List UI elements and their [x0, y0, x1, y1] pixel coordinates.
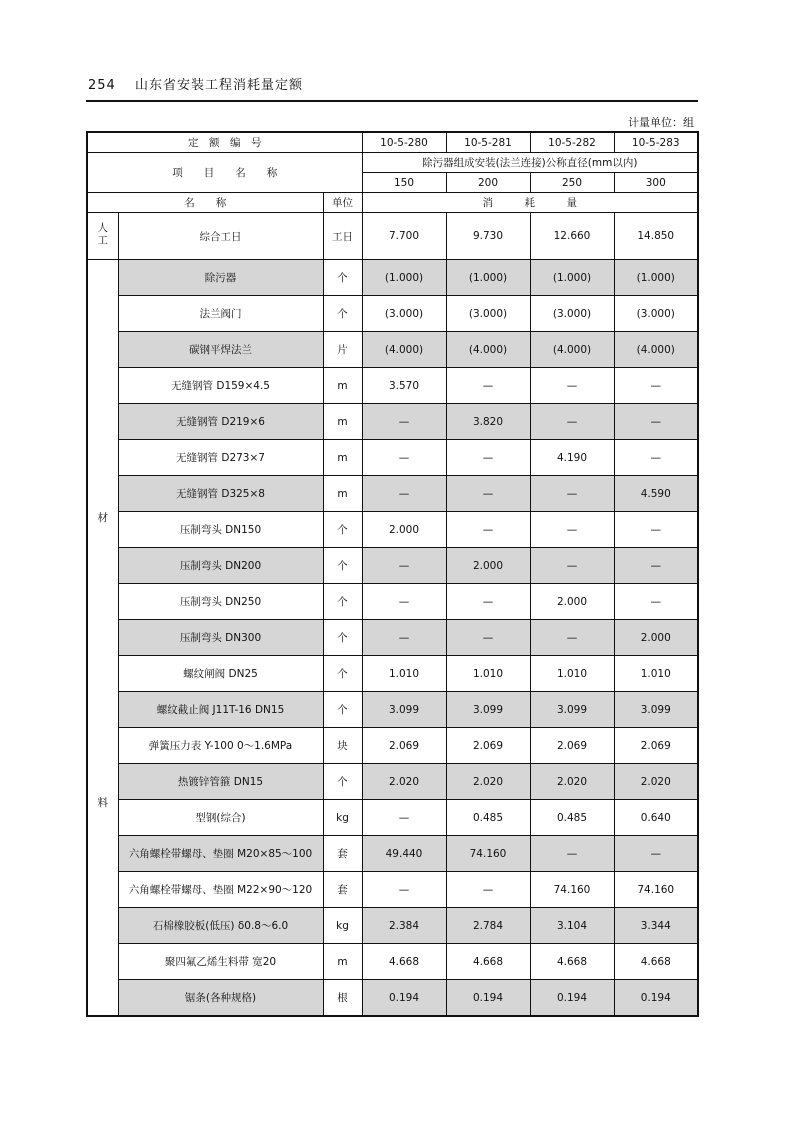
material-name: 压制弯头 DN200 [118, 548, 323, 584]
material-value: 2.784 [446, 908, 530, 944]
material-row [87, 944, 698, 980]
page-number: 254 [88, 78, 116, 93]
material-name: 压制弯头 DN250 [118, 584, 323, 620]
material-value: 2.000 [530, 584, 614, 620]
material-unit: 块 [323, 728, 362, 764]
material-value: 74.160 [446, 836, 530, 872]
material-name: 无缝钢管 D273×7 [118, 440, 323, 476]
material-value: 1.010 [362, 656, 446, 692]
material-value: — [362, 548, 446, 584]
material-name: 弹簧压力表 Y-100 0～1.6MPa [118, 728, 323, 764]
material-name: 石棉橡胶板(低压) δ0.8～6.0 [118, 908, 323, 944]
material-value: 0.640 [614, 800, 698, 836]
material-row [87, 584, 698, 620]
material-value: (3.000) [446, 296, 530, 332]
material-row [87, 476, 698, 512]
material-row [87, 980, 698, 1017]
material-value: — [530, 404, 614, 440]
material-value: 0.194 [446, 980, 530, 1017]
material-value: 2.020 [446, 764, 530, 800]
labor-row [87, 213, 698, 260]
labor-name: 综合工日 [118, 213, 323, 260]
material-value: 1.010 [614, 656, 698, 692]
page-header [88, 74, 303, 93]
diameter-cell: 250 [530, 173, 614, 193]
material-row [87, 260, 698, 296]
material-value: — [530, 476, 614, 512]
material-unit: 个 [323, 656, 362, 692]
material-row [87, 908, 698, 944]
material-value: 3.099 [362, 692, 446, 728]
code-cell: 10-5-283 [614, 132, 698, 153]
material-name: 聚四氟乙烯生料带 宽20 [118, 944, 323, 980]
material-value: — [614, 584, 698, 620]
material-value: (4.000) [446, 332, 530, 368]
code-cell: 10-5-280 [362, 132, 446, 153]
material-unit: 个 [323, 584, 362, 620]
material-unit: 个 [323, 296, 362, 332]
material-unit: 个 [323, 764, 362, 800]
material-name: 热镀锌管箍 DN15 [118, 764, 323, 800]
material-value: (4.000) [530, 332, 614, 368]
consumption-column-header: 消 耗 量 [362, 193, 698, 213]
material-value: 2.384 [362, 908, 446, 944]
material-category [87, 260, 118, 1017]
diameter-cell: 200 [446, 173, 530, 193]
material-unit: 个 [323, 620, 362, 656]
material-value: 2.020 [530, 764, 614, 800]
material-value: (1.000) [362, 260, 446, 296]
material-value: 4.668 [614, 944, 698, 980]
material-value: — [362, 800, 446, 836]
material-value: — [614, 404, 698, 440]
material-value: (1.000) [614, 260, 698, 296]
code-cell: 10-5-282 [530, 132, 614, 153]
labor-value: 12.660 [530, 213, 614, 260]
material-name: 无缝钢管 D325×8 [118, 476, 323, 512]
material-name: 无缝钢管 D219×6 [118, 404, 323, 440]
material-value: 4.590 [614, 476, 698, 512]
material-row [87, 440, 698, 476]
material-name: 压制弯头 DN150 [118, 512, 323, 548]
material-name: 六角螺栓带螺母、垫圈 M20×85～100 [118, 836, 323, 872]
material-name: 碳钢平焊法兰 [118, 332, 323, 368]
material-value: 2.020 [362, 764, 446, 800]
material-value: — [614, 836, 698, 872]
material-row [87, 800, 698, 836]
material-value: 2.000 [614, 620, 698, 656]
material-row [87, 512, 698, 548]
material-value: (4.000) [362, 332, 446, 368]
material-row [87, 692, 698, 728]
material-name: 压制弯头 DN300 [118, 620, 323, 656]
material-value: 4.668 [362, 944, 446, 980]
material-unit: 个 [323, 548, 362, 584]
labor-value: 9.730 [446, 213, 530, 260]
material-unit: m [323, 440, 362, 476]
material-value: 2.069 [614, 728, 698, 764]
unit-note: 计量单位：组 [628, 116, 694, 129]
material-unit: 个 [323, 692, 362, 728]
material-unit: m [323, 404, 362, 440]
material-value: 4.668 [446, 944, 530, 980]
material-value: — [362, 476, 446, 512]
material-value: (3.000) [614, 296, 698, 332]
material-value: 3.099 [614, 692, 698, 728]
column-header-row [87, 193, 698, 213]
material-value: 74.160 [614, 872, 698, 908]
material-value: (1.000) [446, 260, 530, 296]
material-value: — [446, 476, 530, 512]
material-value: 3.570 [362, 368, 446, 404]
material-value: — [530, 836, 614, 872]
quota-table [86, 131, 699, 1017]
diameter-cell: 150 [362, 173, 446, 193]
material-value: — [362, 620, 446, 656]
material-value: (3.000) [362, 296, 446, 332]
material-unit: kg [323, 800, 362, 836]
material-value: 3.104 [530, 908, 614, 944]
labor-value: 14.850 [614, 213, 698, 260]
material-value: — [446, 512, 530, 548]
labor-value: 7.700 [362, 213, 446, 260]
item-label: 项 目 名 称 [87, 153, 362, 193]
book-title: 山东省安装工程消耗量定额 [134, 78, 303, 93]
material-value: 74.160 [530, 872, 614, 908]
material-value: — [362, 404, 446, 440]
material-name: 螺纹闸阀 DN25 [118, 656, 323, 692]
material-unit: 套 [323, 872, 362, 908]
material-value: — [614, 368, 698, 404]
material-value: — [362, 872, 446, 908]
material-value: — [530, 620, 614, 656]
material-name: 六角螺栓带螺母、垫圈 M22×90～120 [118, 872, 323, 908]
labor-unit: 工日 [323, 213, 362, 260]
material-value: — [446, 584, 530, 620]
material-value: — [446, 440, 530, 476]
item-description: 除污器组成安装(法兰连接)公称直径(mm以内) [362, 153, 698, 173]
material-value: — [530, 548, 614, 584]
material-name: 型钢(综合) [118, 800, 323, 836]
material-value: — [446, 620, 530, 656]
material-row [87, 764, 698, 800]
material-unit: 片 [323, 332, 362, 368]
material-value: 2.069 [362, 728, 446, 764]
material-value: 0.485 [530, 800, 614, 836]
material-value: 2.069 [530, 728, 614, 764]
material-value: 2.069 [446, 728, 530, 764]
material-value: 3.344 [614, 908, 698, 944]
material-row [87, 872, 698, 908]
material-name: 螺纹截止阀 J11T-16 DN15 [118, 692, 323, 728]
material-value: 4.190 [530, 440, 614, 476]
material-row [87, 548, 698, 584]
labor-category: 人工 [87, 213, 118, 260]
material-value: (1.000) [530, 260, 614, 296]
material-value: 2.000 [362, 512, 446, 548]
material-value: 49.440 [362, 836, 446, 872]
material-unit: kg [323, 908, 362, 944]
material-value: — [446, 872, 530, 908]
material-name: 法兰阀门 [118, 296, 323, 332]
material-row [87, 404, 698, 440]
material-row [87, 368, 698, 404]
material-row [87, 332, 698, 368]
material-value: — [446, 368, 530, 404]
header-rule [86, 100, 698, 102]
material-unit: 套 [323, 836, 362, 872]
material-value: (4.000) [614, 332, 698, 368]
material-value: 3.099 [446, 692, 530, 728]
material-row [87, 836, 698, 872]
material-value: — [362, 584, 446, 620]
code-cell: 10-5-281 [446, 132, 530, 153]
item-desc-row [87, 153, 698, 173]
material-row [87, 620, 698, 656]
material-value: 2.000 [446, 548, 530, 584]
material-value: 3.820 [446, 404, 530, 440]
material-unit: 根 [323, 980, 362, 1017]
material-value: 0.194 [614, 980, 698, 1017]
material-value: — [530, 368, 614, 404]
material-value: 3.099 [530, 692, 614, 728]
material-unit: 个 [323, 260, 362, 296]
material-value: 1.010 [530, 656, 614, 692]
material-value: 0.194 [530, 980, 614, 1017]
material-name: 除污器 [118, 260, 323, 296]
material-value: 0.194 [362, 980, 446, 1017]
material-value: — [362, 440, 446, 476]
unit-column-header: 单位 [323, 193, 362, 213]
material-name: 无缝钢管 D159×4.5 [118, 368, 323, 404]
material-category-top: 材 [97, 512, 108, 524]
material-unit: m [323, 368, 362, 404]
material-value: 1.010 [446, 656, 530, 692]
material-category-bottom: 料 [97, 797, 108, 809]
material-row [87, 296, 698, 332]
material-row [87, 656, 698, 692]
name-column-header: 名 称 [87, 193, 323, 213]
diameter-cell: 300 [614, 173, 698, 193]
material-value: — [614, 512, 698, 548]
material-value: 4.668 [530, 944, 614, 980]
material-unit: 个 [323, 512, 362, 548]
code-row [87, 132, 698, 153]
material-unit: m [323, 944, 362, 980]
material-unit: m [323, 476, 362, 512]
material-value: (3.000) [530, 296, 614, 332]
material-value: — [614, 548, 698, 584]
material-value: 0.485 [446, 800, 530, 836]
material-value: — [614, 440, 698, 476]
material-value: — [530, 512, 614, 548]
code-label: 定 额 编 号 [87, 132, 362, 153]
material-value: 2.020 [614, 764, 698, 800]
material-row [87, 728, 698, 764]
material-name: 锯条(各种规格) [118, 980, 323, 1017]
